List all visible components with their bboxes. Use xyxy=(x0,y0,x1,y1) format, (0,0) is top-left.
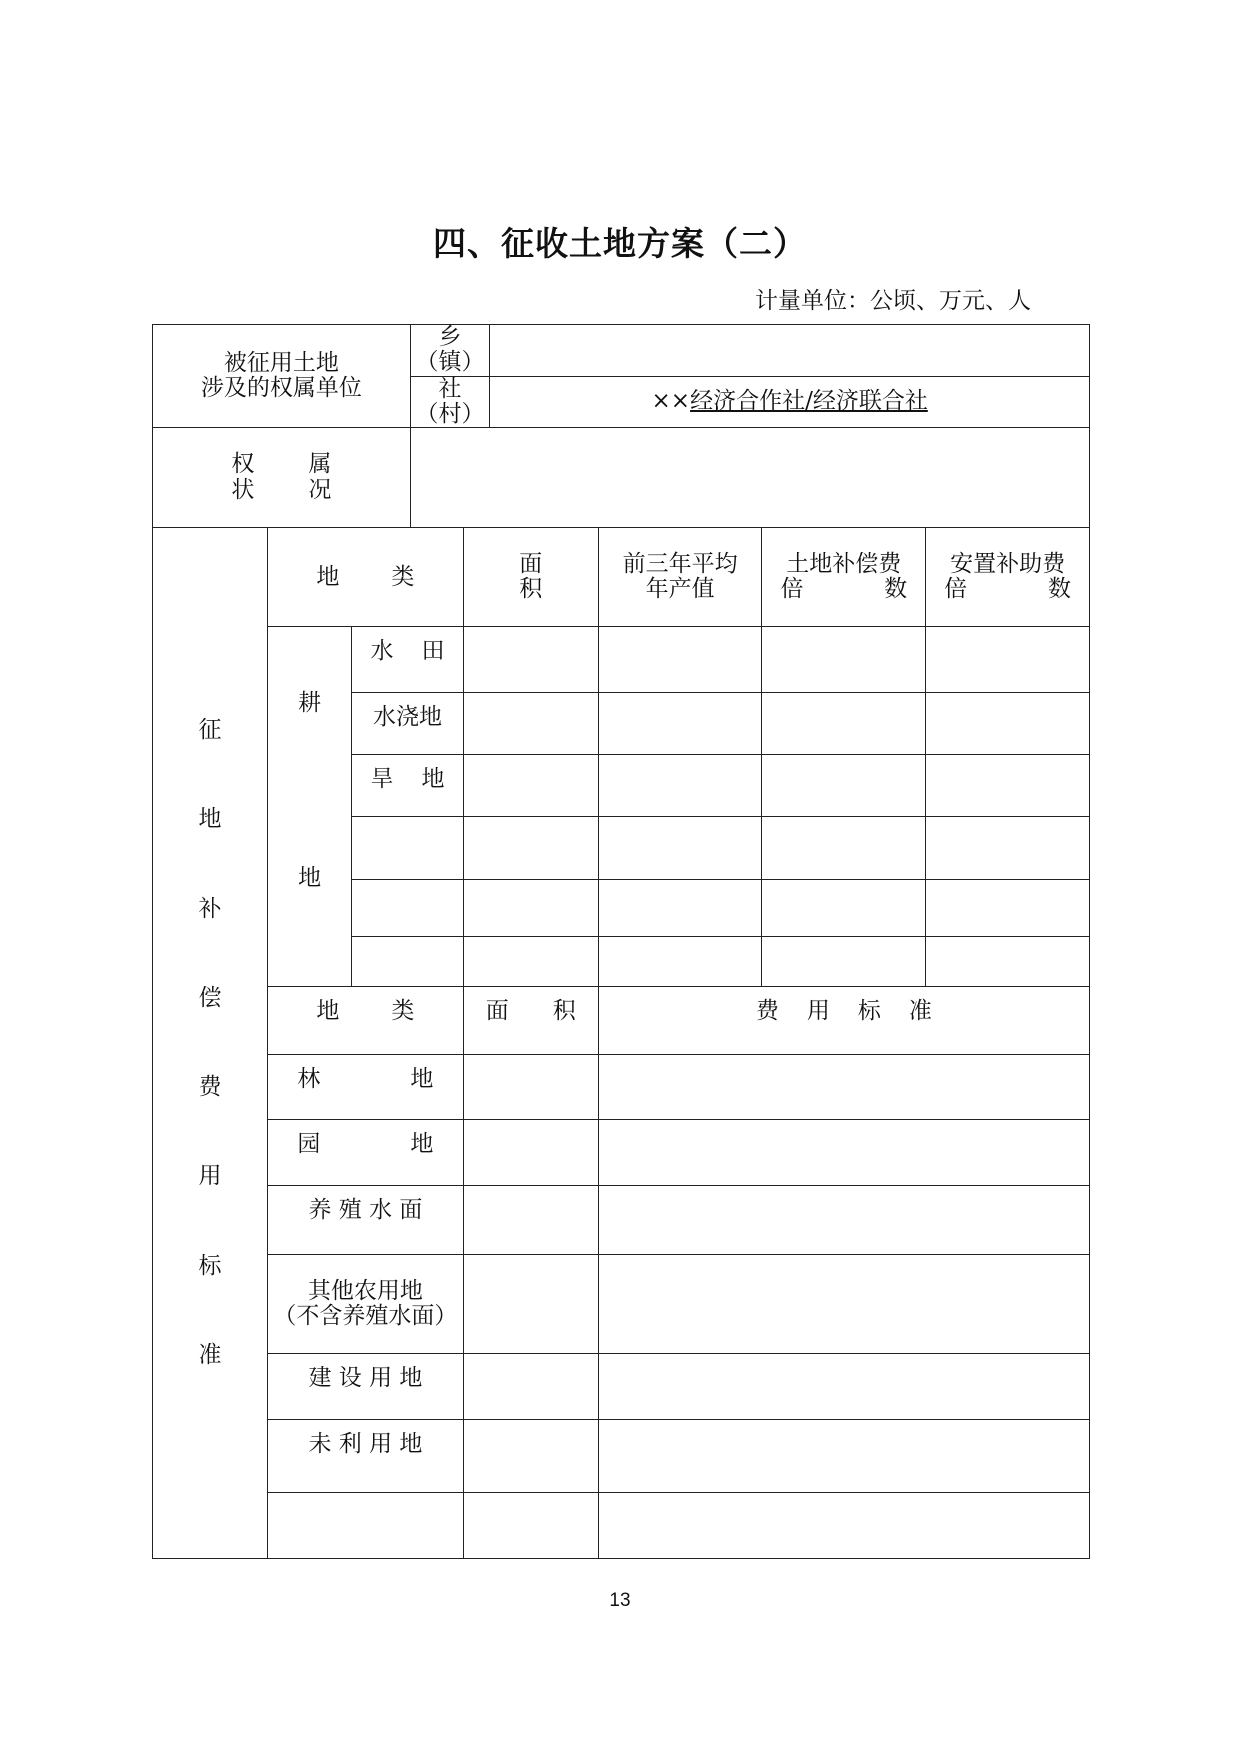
paddy-area-cell[interactable] xyxy=(463,627,598,693)
township-label: 乡（镇） xyxy=(410,325,490,377)
fee-standard-header: 费 用 标 准 xyxy=(598,987,1089,1055)
avg-annual-output-header: 前三年平均 年产值 xyxy=(598,528,762,627)
construction-fee-cell[interactable] xyxy=(598,1354,1089,1420)
resettlement-multiple-header: 安置补助费 倍 数 xyxy=(926,528,1090,627)
row-other-agricultural-land: 其他农用地 （不含养殖水面） xyxy=(268,1255,464,1354)
garden-area-cell[interactable] xyxy=(463,1120,598,1186)
row-irrigated-land: 水浇地 xyxy=(352,693,464,755)
blank-resettle-cell[interactable] xyxy=(926,880,1090,937)
blank-resettle-cell[interactable] xyxy=(926,937,1090,987)
unused-area-cell[interactable] xyxy=(463,1420,598,1493)
page-title: 四、征收土地方案（二） xyxy=(433,224,807,263)
row-aquaculture-water: 养 殖 水 面 xyxy=(268,1186,464,1255)
compensation-standard-side-label: 征 地 补 偿 费 用 标 准 xyxy=(153,528,268,1559)
area-header-2: 面 积 xyxy=(463,987,598,1055)
garden-fee-cell[interactable] xyxy=(598,1120,1089,1186)
row-dry-land: 旱 地 xyxy=(352,755,464,817)
dry-comp-cell[interactable] xyxy=(762,755,926,817)
township-value[interactable] xyxy=(490,325,1090,377)
paddy-comp-cell[interactable] xyxy=(762,627,926,693)
blank-area-cell[interactable] xyxy=(463,817,598,880)
page-number: 13 xyxy=(609,1590,631,1611)
dry-resettle-cell[interactable] xyxy=(926,755,1090,817)
other-agri-fee-cell[interactable] xyxy=(598,1255,1089,1354)
unused-fee-cell[interactable] xyxy=(598,1420,1089,1493)
irrigated-area-cell[interactable] xyxy=(463,693,598,755)
blank-area-cell-2[interactable] xyxy=(463,1493,598,1559)
ownership-unit-label: 被征用土地 涉及的权属单位 xyxy=(153,325,411,428)
forest-fee-cell[interactable] xyxy=(598,1055,1089,1120)
measurement-unit-note: 计量单位：公顷、万元、人 xyxy=(755,288,1031,314)
land-type-header: 地 类 xyxy=(268,528,464,627)
blank-area-cell[interactable] xyxy=(463,937,598,987)
area-header: 面积 xyxy=(463,528,598,627)
blank-resettle-cell[interactable] xyxy=(926,817,1090,880)
ownership-status-value[interactable] xyxy=(410,428,1089,528)
blank-fee-cell-2[interactable] xyxy=(598,1493,1089,1559)
blank-type-cell[interactable] xyxy=(352,880,464,937)
aquaculture-fee-cell[interactable] xyxy=(598,1186,1089,1255)
cultivated-land-group-label: 耕 地 xyxy=(268,627,352,987)
land-compensation-multiple-header: 土地补偿费 倍 数 xyxy=(762,528,926,627)
blank-type-cell[interactable] xyxy=(352,937,464,987)
blank-type-cell[interactable] xyxy=(352,817,464,880)
blank-output-cell[interactable] xyxy=(598,880,762,937)
blank-output-cell[interactable] xyxy=(598,817,762,880)
aquaculture-area-cell[interactable] xyxy=(463,1186,598,1255)
dry-output-cell[interactable] xyxy=(598,755,762,817)
paddy-output-cell[interactable] xyxy=(598,627,762,693)
blank-comp-cell[interactable] xyxy=(762,937,926,987)
village-value[interactable]: ××经济合作社/经济联合社 xyxy=(490,376,1090,428)
dry-area-cell[interactable] xyxy=(463,755,598,817)
forest-area-cell[interactable] xyxy=(463,1055,598,1120)
irrigated-comp-cell[interactable] xyxy=(762,693,926,755)
blank-type-cell-2[interactable] xyxy=(268,1493,464,1559)
construction-area-cell[interactable] xyxy=(463,1354,598,1420)
blank-output-cell[interactable] xyxy=(598,937,762,987)
irrigated-output-cell[interactable] xyxy=(598,693,762,755)
paddy-resettle-cell[interactable] xyxy=(926,627,1090,693)
row-forest-land: 林 地 xyxy=(268,1055,464,1120)
land-type-header-2: 地 类 xyxy=(268,987,464,1055)
village-label: 社（村） xyxy=(410,376,490,428)
irrigated-resettle-cell[interactable] xyxy=(926,693,1090,755)
blank-area-cell[interactable] xyxy=(463,880,598,937)
ownership-status-label: 权 属 状 况 xyxy=(153,428,411,528)
row-unused-land: 未 利 用 地 xyxy=(268,1420,464,1493)
row-construction-land: 建 设 用 地 xyxy=(268,1354,464,1420)
row-garden-land: 园 地 xyxy=(268,1120,464,1186)
other-agri-area-cell[interactable] xyxy=(463,1255,598,1354)
row-paddy-field: 水 田 xyxy=(352,627,464,693)
land-expropriation-form xyxy=(152,324,1090,1559)
blank-comp-cell[interactable] xyxy=(762,817,926,880)
blank-comp-cell[interactable] xyxy=(762,880,926,937)
